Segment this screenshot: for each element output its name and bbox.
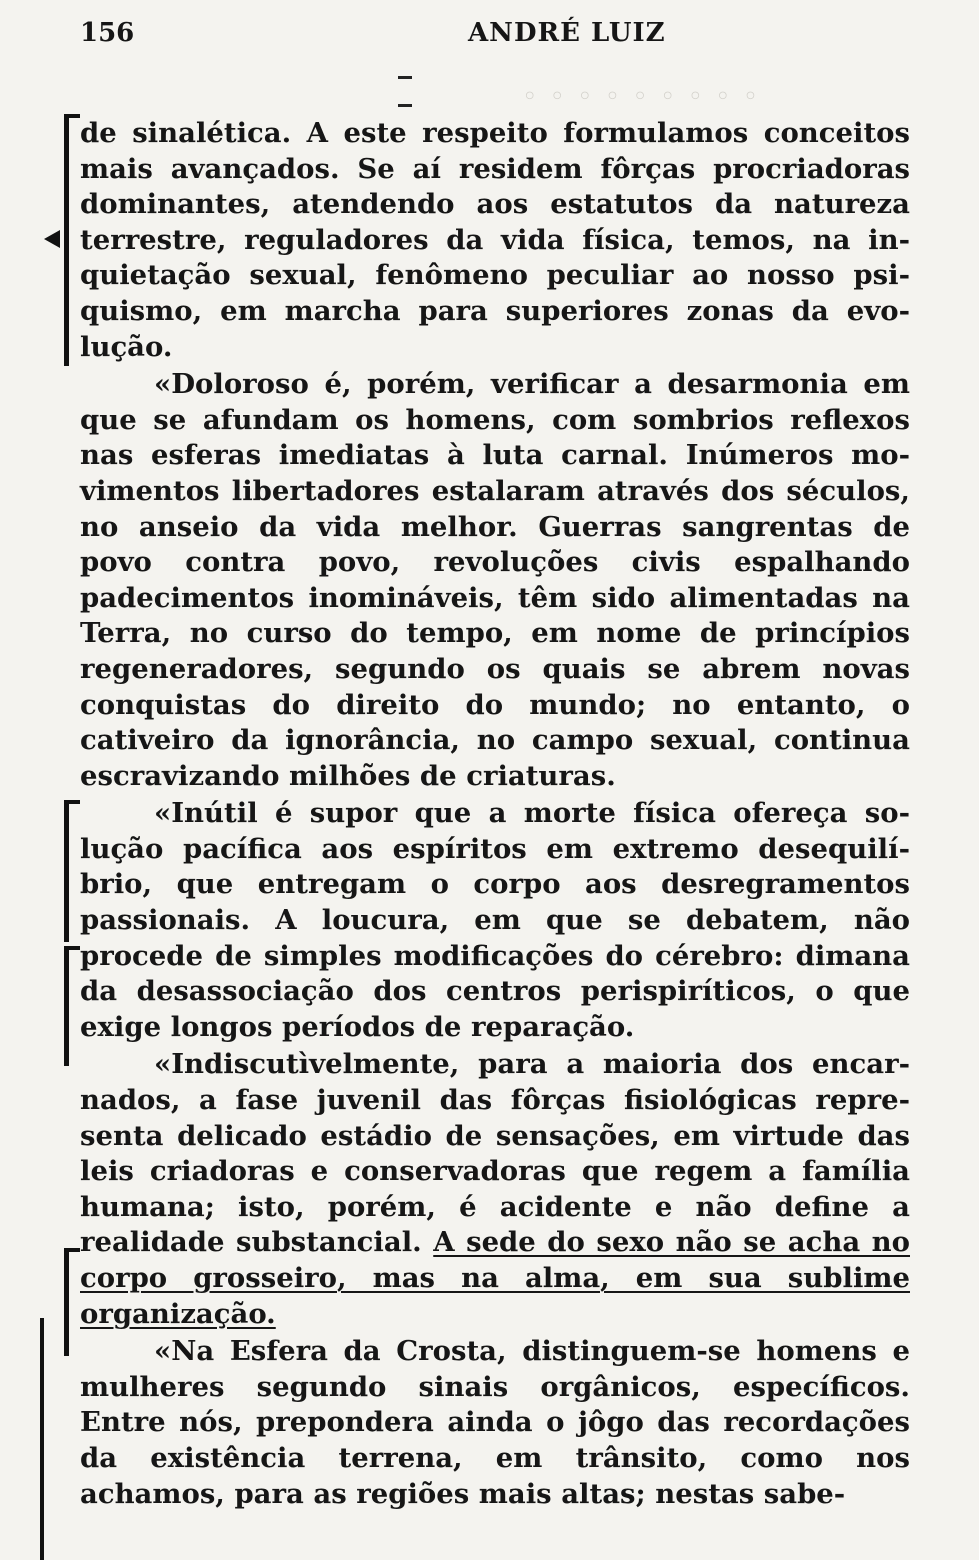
margin-bracket-hook — [64, 1248, 80, 1262]
page-number: 156 — [80, 18, 135, 48]
body-text — [80, 116, 910, 1512]
margin-bracket-hook — [64, 114, 80, 128]
paragraph-4 — [80, 1047, 910, 1332]
bleed-through-text: ◦ ◦ ◦ ◦ ◦ ◦ ◦ ◦ ◦ — [520, 82, 759, 112]
running-head: ANDRÉ LUIZ — [468, 18, 666, 48]
margin-arrow-icon — [44, 230, 60, 248]
ornament-dash — [398, 104, 412, 107]
paragraph-5: «Na Esfera da Crosta, distinguem-se homens e mulheres segundo sinais orgânicos, específicos. Entre nós, prepondera ainda o jôgo das recordações da existência terrena, em trânsito, como nos achamos, para as regiões mais altas; nestas sabe- — [80, 1335, 910, 1510]
paragraph-4-text: «Indiscutìvelmente, para a maioria dos encarnados, a fase juvenil das fôrças fisiológicas representa delicado estádio de sensações, em virtude das leis criadoras e conservadoras que regem a família humana; isto, porém, é acidente e não define a realidade substancial. — [80, 1048, 910, 1259]
paragraph-1: de sinalética. A este respeito formulamos conceitos mais avançados. Se aí residem fôrças procriadoras dominantes, atendendo aos estatutos da natureza terrestre, reguladores da vida física, temos, na inquietação sexual, fenômeno peculiar ao nosso psiquismo, em marcha para superiores zonas da evolução. — [80, 117, 910, 363]
margin-bracket-line — [64, 802, 69, 942]
margin-bracket-hook — [64, 946, 80, 960]
margin-vertical-line — [40, 1318, 44, 1560]
paragraph-2: «Doloroso é, porém, verificar a desarmonia em que se afundam os homens, com sombrios reflexos nas esferas imediatas à luta carnal. Inúmeros movimentos libertadores estalaram através dos séculos, no anseio da vida melhor. Guerras sangrentas de povo contra povo, revoluções civis espalhando padecimentos inomináveis, têm sido alimentadas na Terra, no curso do tempo, em nome de princípios regeneradores, segundo os quais se abrem novas conquistas do direito do mundo; no entanto, o cativeiro da ignorância, no campo sexual, continua escravizando milhões de criaturas. — [80, 368, 910, 792]
page-header — [80, 18, 910, 54]
margin-bracket-line — [64, 116, 69, 366]
underlined-passage: A sede do sexo não se acha no corpo grosseiro, mas na alma, em sua sublime organização. — [80, 1226, 910, 1330]
paragraph-3: «Inútil é supor que a morte física ofereça solução pacífica aos espíritos em extremo desequilíbrio, que entregam o corpo aos desregramentos passionais. A loucura, em que se debatem, não procede de simples modificações do cérebro: dimana da desassociação dos centros perispiríticos, o que exige longos períodos de reparação. — [80, 797, 910, 1043]
margin-bracket-line — [64, 948, 69, 1066]
ornament-dash — [398, 76, 412, 79]
margin-bracket-line — [64, 1250, 69, 1356]
margin-bracket-hook — [64, 800, 80, 814]
